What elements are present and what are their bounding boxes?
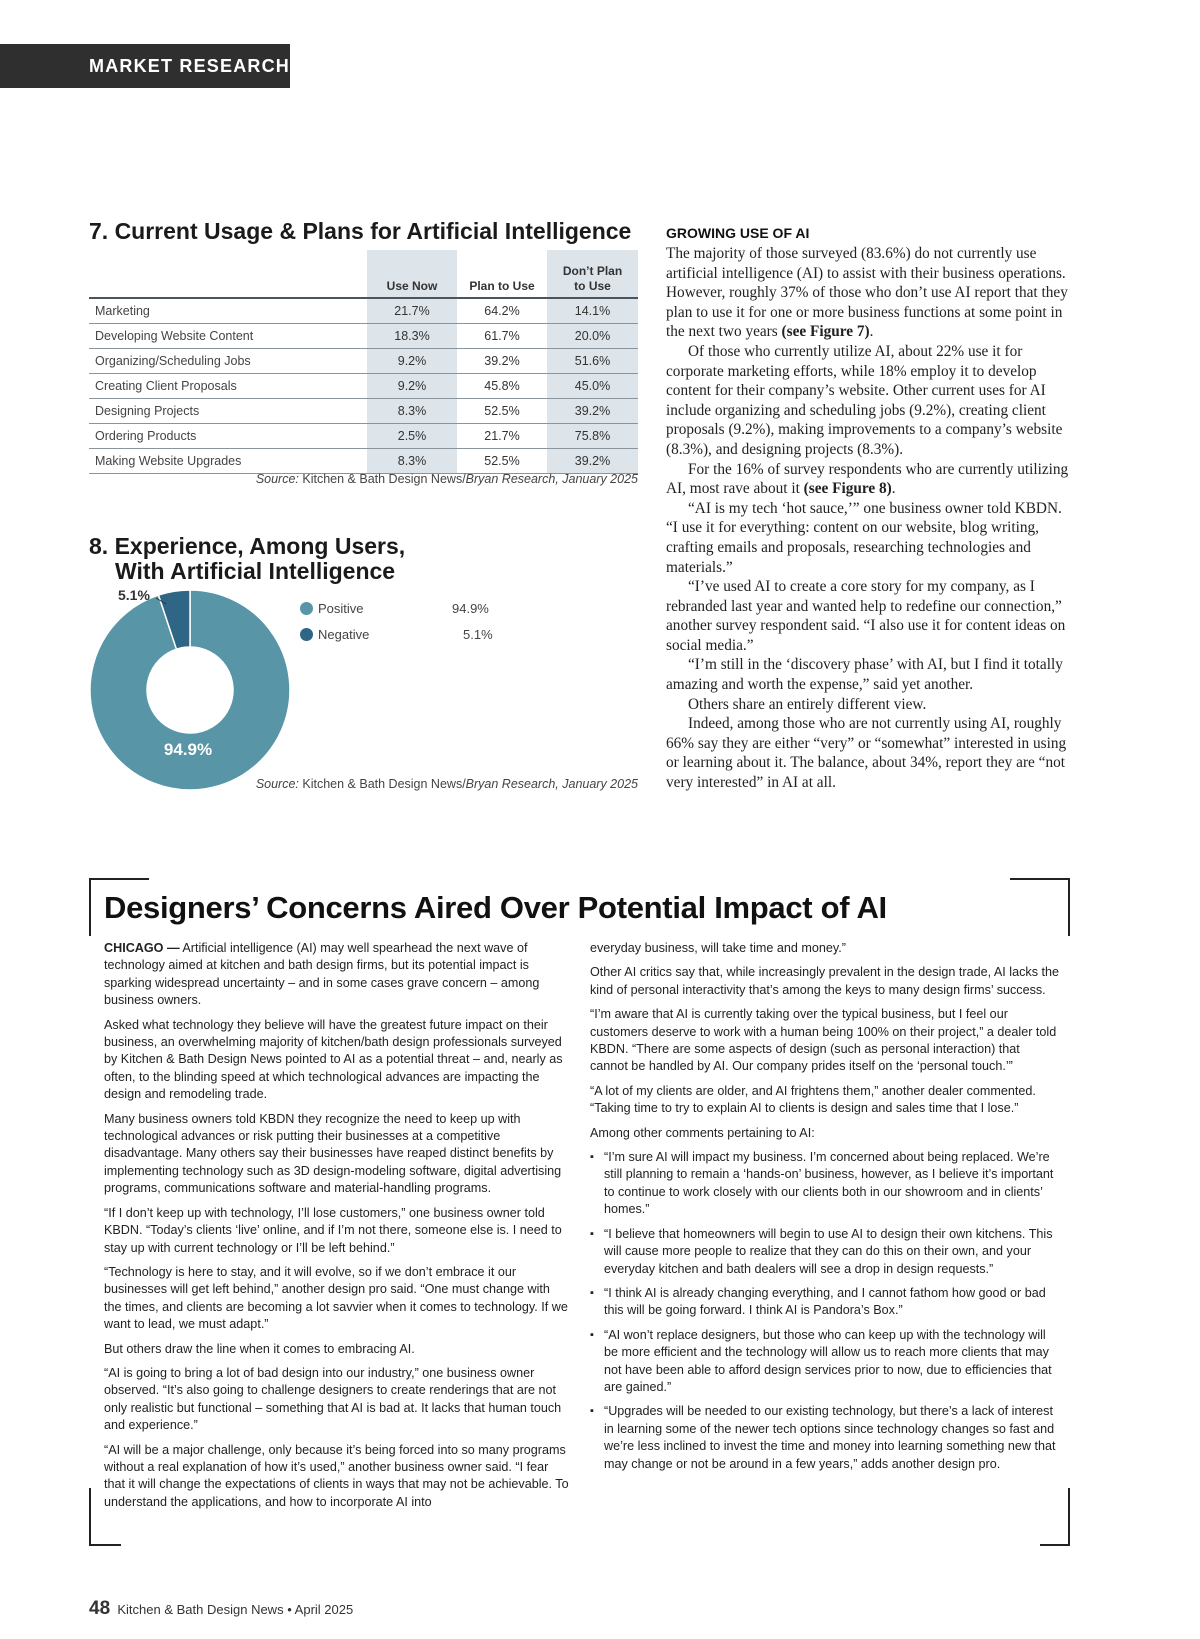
- use-now-cell: 2.5%: [367, 424, 457, 449]
- section-tag: [0, 44, 290, 88]
- article-paragraph: “I’m aware that AI is currently taking over the typical business, but I feel our customers deserve to work with a human being 100% on their project,” a dealer told KBDN. “There are some aspects of design (such as personal interaction) that cannot be handled by AI. Our company prides itself on the ‘personal touch.’”: [590, 1007, 1057, 1074]
- row-label: Making Website Upgrades: [95, 454, 242, 468]
- table-header-blank: [89, 250, 367, 298]
- table-row: [89, 324, 638, 349]
- dont-plan-cell: 39.2%: [547, 449, 638, 474]
- comments-list: [590, 1149, 1060, 1473]
- plan-cell: 61.7%: [457, 324, 547, 349]
- positive-slice-label: 94.9%: [163, 740, 213, 759]
- article-left-column: [104, 940, 570, 1518]
- paragraph-text: Indeed, among those who are not currently using AI, roughly 66% say they are either “very” or “somewhat” interested in using or learning about it. The balance, about 34%, report they are “not very interested” in AI at all.: [666, 715, 1067, 792]
- source-italic: Bryan Research, January 2025: [465, 472, 638, 486]
- plan-cell: 21.7%: [457, 424, 547, 449]
- sidebar-paragraph: [666, 244, 1070, 342]
- source-label: Source:: [255, 777, 299, 791]
- sidebar-paragraph: [666, 655, 1070, 694]
- table-row: [89, 449, 638, 474]
- legend-negative-value: 5.1%: [463, 627, 493, 642]
- list-item: ▪ “I think AI is already changing everything, and I cannot fathom how good or bad this will be going forward. I think AI is Pandora’s Box.”: [604, 1285, 1060, 1320]
- source-text: Kitchen & Bath Design News/: [302, 472, 466, 486]
- sidebar-body: [666, 244, 1070, 793]
- figure-reference: (see Figure 8): [803, 480, 892, 498]
- sidebar-paragraph: [666, 342, 1070, 460]
- footer-separator: •: [287, 1602, 292, 1617]
- table-row: [89, 399, 638, 424]
- article-paragraph: [104, 1017, 570, 1104]
- paragraph-tail: .: [891, 480, 896, 498]
- paragraph-tail: .: [869, 323, 874, 341]
- row-label: Ordering Products: [95, 429, 197, 443]
- paragraph-text: Asked what technology they believe will have the greatest future impact on their business, an overwhelming majority of kitchen/bath design professionals surveyed by Kitchen & Bath Design News pointed to AI as a potential threat – and, nearly as often, to the blinding speed at which technological advances are impacting the design and remodeling trade.: [104, 1017, 563, 1102]
- article-paragraph: [104, 1111, 570, 1198]
- paragraph-text: For the 16% of survey respondents who are currently utilizing AI, most rave about it: [666, 460, 1069, 498]
- article-paragraph: [104, 1442, 570, 1512]
- table-row: [89, 424, 638, 449]
- article-paragraph: Other AI critics say that, while increasingly prevalent in the design trade, AI lacks the kind of personal interactivity that’s among the keys to many design firms’ success.: [590, 965, 1059, 997]
- legend-positive-label: Positive: [318, 601, 364, 616]
- article-right-column: [590, 940, 1060, 1480]
- plan-cell: 45.8%: [457, 374, 547, 399]
- list-item: ▪ “AI won’t replace designers, but those who can keep up with the technology will be more efficient and the technology will allow us to reach more clients that may not have been able to afford design services prior to now, due to efficiencies that are gained.”: [604, 1327, 1060, 1397]
- paragraph-text: The majority of those surveyed (83.6%) do not currently use artificial intelligence (AI) to assist with their business operations. However, roughly 37% of those who don’t use AI report that they plan to use it for one or more business functions at some point in the next two years: [666, 245, 1068, 341]
- article-paragraph: [104, 940, 570, 1010]
- figure8-source: [250, 777, 638, 791]
- article-paragraph: everyday business, will take time and money.”: [590, 941, 846, 955]
- negative-slice-label: 5.1%: [118, 587, 150, 603]
- source-label: Source:: [255, 472, 299, 486]
- legend-negative-label: Negative: [318, 627, 370, 642]
- table-header-row: [89, 250, 638, 298]
- table-row: [89, 298, 638, 324]
- donut-chart: [80, 580, 300, 800]
- use-now-cell: 8.3%: [367, 399, 457, 424]
- row-label: Organizing/Scheduling Jobs: [95, 354, 251, 368]
- legend-negative-swatch: [300, 628, 313, 641]
- use-now-cell: 9.2%: [367, 349, 457, 374]
- article-dateline: CHICAGO —: [104, 941, 180, 955]
- legend-negative: [300, 622, 500, 648]
- row-label: Marketing: [95, 304, 150, 318]
- dont-plan-cell: 20.0%: [547, 324, 638, 349]
- article-paragraph: “A lot of my clients are older, and AI frightens them,” another dealer commented. “Taking time to try to explain AI to clients is design and sales time that I lose.”: [590, 1083, 1036, 1116]
- paragraph-text: Others share an entirely different view.: [688, 695, 927, 713]
- paragraph-text: Many business owners told KBDN they recognize the need to keep up with technological advances or risk putting their businesses at a competitive disadvantage. Many others say their businesses have reaped distinct benefits by implementing technology such as 3D design-modeling software, digital advertising programs, communications software and material-handling programs.: [104, 1111, 562, 1196]
- article-paragraph: [104, 1365, 570, 1435]
- chart-legend: [300, 596, 500, 648]
- table-row: [89, 349, 638, 374]
- row-label: Developing Website Content: [95, 329, 254, 343]
- source-italic: Bryan Research, January 2025: [465, 777, 638, 791]
- paragraph-text: “AI is going to bring a lot of bad design into our industry,” one business owner observed. “It’s also going to challenge designers to create renderings that are not only realistic but functional – something that AI is bad at. It lacks that human touch and experience.”: [104, 1365, 562, 1433]
- bracket-bottom-right: [1040, 1488, 1070, 1546]
- plan-cell: 52.5%: [457, 449, 547, 474]
- row-label: Creating Client Proposals: [95, 379, 237, 393]
- bracket-top-right: [1010, 878, 1070, 936]
- use-now-cell: 21.7%: [367, 298, 457, 324]
- article-paragraph: Among other comments pertaining to AI:: [590, 1125, 815, 1140]
- figure8-title-line1: 8. Experience, Among Users,: [89, 533, 406, 559]
- sidebar-paragraph: [666, 714, 1070, 792]
- plan-cell: 39.2%: [457, 349, 547, 374]
- article-paragraph: [104, 1341, 570, 1358]
- dont-plan-cell: 45.0%: [547, 374, 638, 399]
- dont-plan-cell: 39.2%: [547, 399, 638, 424]
- row-label: Designing Projects: [95, 404, 200, 418]
- list-item: ▪ “Upgrades will be needed to our existing technology, but there’s a lack of interest in learning some of the newer tech options since technology changes so fast and we’re less inclined to invest the time and money into learning something new that may change or not be around in a few years,” adds another design pro.: [604, 1403, 1060, 1473]
- paragraph-text: Of those who currently utilize AI, about 22% use it for corporate marketing efforts, while 18% employ it to develop content for their company’s website. Other current uses for AI include organizing and scheduling jobs (9.2%), creating client proposals (9.2%), making improvements to a company’s website (8.3%), and designing projects (8.3%).: [666, 342, 1063, 458]
- source-text: Kitchen & Bath Design News/: [302, 777, 466, 791]
- table-body: [89, 298, 638, 474]
- paragraph-text: Artificial intelligence (AI) may well spearhead the next wave of technology aimed at kitchen and bath design firms, but its potential impact is sparking widespread uncertainty – and in some cases grave concern – among business owners.: [104, 941, 540, 1008]
- plan-cell: 52.5%: [457, 399, 547, 424]
- col-plan-to-use: Plan to Use: [457, 250, 547, 298]
- use-now-cell: 9.2%: [367, 374, 457, 399]
- paragraph-text: “AI is my tech ‘hot sauce,’” one business owner told KBDN. “I use it for everything: content on our website, blog writing, crafting emails and proposals, researching technologies and materials.”: [666, 499, 1062, 576]
- col-dont-plan-label: Don’t Plan to Use: [562, 264, 623, 293]
- list-item: ▪ “I’m sure AI will impact my business. I’m concerned about being replaced. We’re still planning to remain a ‘hands-on’ business, however, as I believe it’s important to continue to work closely with our clients both in our showroom and in clients’ homes.”: [604, 1149, 1060, 1219]
- paragraph-text: “If I don’t keep up with technology, I’ll lose customers,” one business owner told KBDN. “Today’s clients ‘live’ online, and if I’m not there, someone else is. I need to stay up with current technology or I’ll be left behind.”: [104, 1205, 562, 1255]
- footer-issue: April 2025: [294, 1602, 354, 1617]
- legend-positive-value: 94.9%: [452, 601, 489, 616]
- use-now-cell: 8.3%: [367, 449, 457, 474]
- article-paragraph: [104, 1205, 570, 1257]
- use-now-cell: 18.3%: [367, 324, 457, 349]
- sidebar-paragraph: [666, 499, 1070, 577]
- article-headline: Designers’ Concerns Aired Over Potential Impact of AI: [104, 890, 887, 925]
- legend-positive-swatch: [300, 602, 313, 615]
- figure7-source: [250, 472, 638, 486]
- page-number: 48: [89, 1598, 111, 1619]
- figure7-title: 7. Current Usage & Plans for Artificial Intelligence: [89, 218, 632, 244]
- donut-slices: [90, 590, 290, 790]
- figure8-title: [89, 534, 405, 584]
- section-tag-label: MARKET RESEARCH: [89, 56, 291, 76]
- sidebar-paragraph: [666, 577, 1070, 655]
- sidebar-heading: GROWING USE OF AI: [666, 225, 810, 241]
- paragraph-text: “I’m still in the ‘discovery phase’ with AI, but I find it totally amazing and worth the expense,” said yet another.: [666, 656, 1063, 694]
- page-footer: [89, 1598, 353, 1620]
- article-paragraph: [104, 1264, 570, 1334]
- table-row: [89, 374, 638, 399]
- dont-plan-cell: 75.8%: [547, 424, 638, 449]
- dont-plan-cell: 51.6%: [547, 349, 638, 374]
- figure-reference: (see Figure 7): [781, 323, 870, 341]
- col-use-now: Use Now: [367, 250, 457, 298]
- usage-table: [89, 250, 638, 474]
- paragraph-text: “AI will be a major challenge, only because it’s being forced into so many programs without a real explanation of how it’s used,” another business owner said. “I fear that it will change the expectations of clients in ways that may not be achievable. To understand the applications, and how to incorporate AI into: [104, 1442, 569, 1509]
- figure8-title-line2: With Artificial Intelligence: [115, 558, 396, 584]
- plan-cell: 64.2%: [457, 298, 547, 324]
- sidebar-paragraph: [666, 695, 1070, 715]
- col-dont-plan: [547, 250, 638, 298]
- paragraph-text: “I’ve used AI to create a core story for my company, as I rebranded last year and wanted help to redefine our connection,” another survey respondent said. “I also use it for content ideas on social media.”: [666, 578, 1066, 654]
- paragraph-text: “Technology is here to stay, and it will evolve, so if we don’t embrace it our businesses will get left behind,” another design pro said. “One must change with the times, and clients are becoming a lot savvier when it comes to technology. If we want to lead, we must adapt.”: [104, 1264, 568, 1332]
- sidebar-paragraph: [666, 460, 1070, 499]
- paragraph-text: But others draw the line when it comes to embracing AI.: [104, 1341, 415, 1356]
- list-item: ▪ “I believe that homeowners will begin to use AI to design their own kitchens. This will cause more people to realize that they can do this on their own, and your everyday kitchen and bath dealers will see a drop in design requests.”: [604, 1226, 1060, 1278]
- legend-positive: [300, 596, 500, 622]
- footer-publication: Kitchen & Bath Design News: [117, 1602, 284, 1617]
- dont-plan-cell: 14.1%: [547, 298, 638, 324]
